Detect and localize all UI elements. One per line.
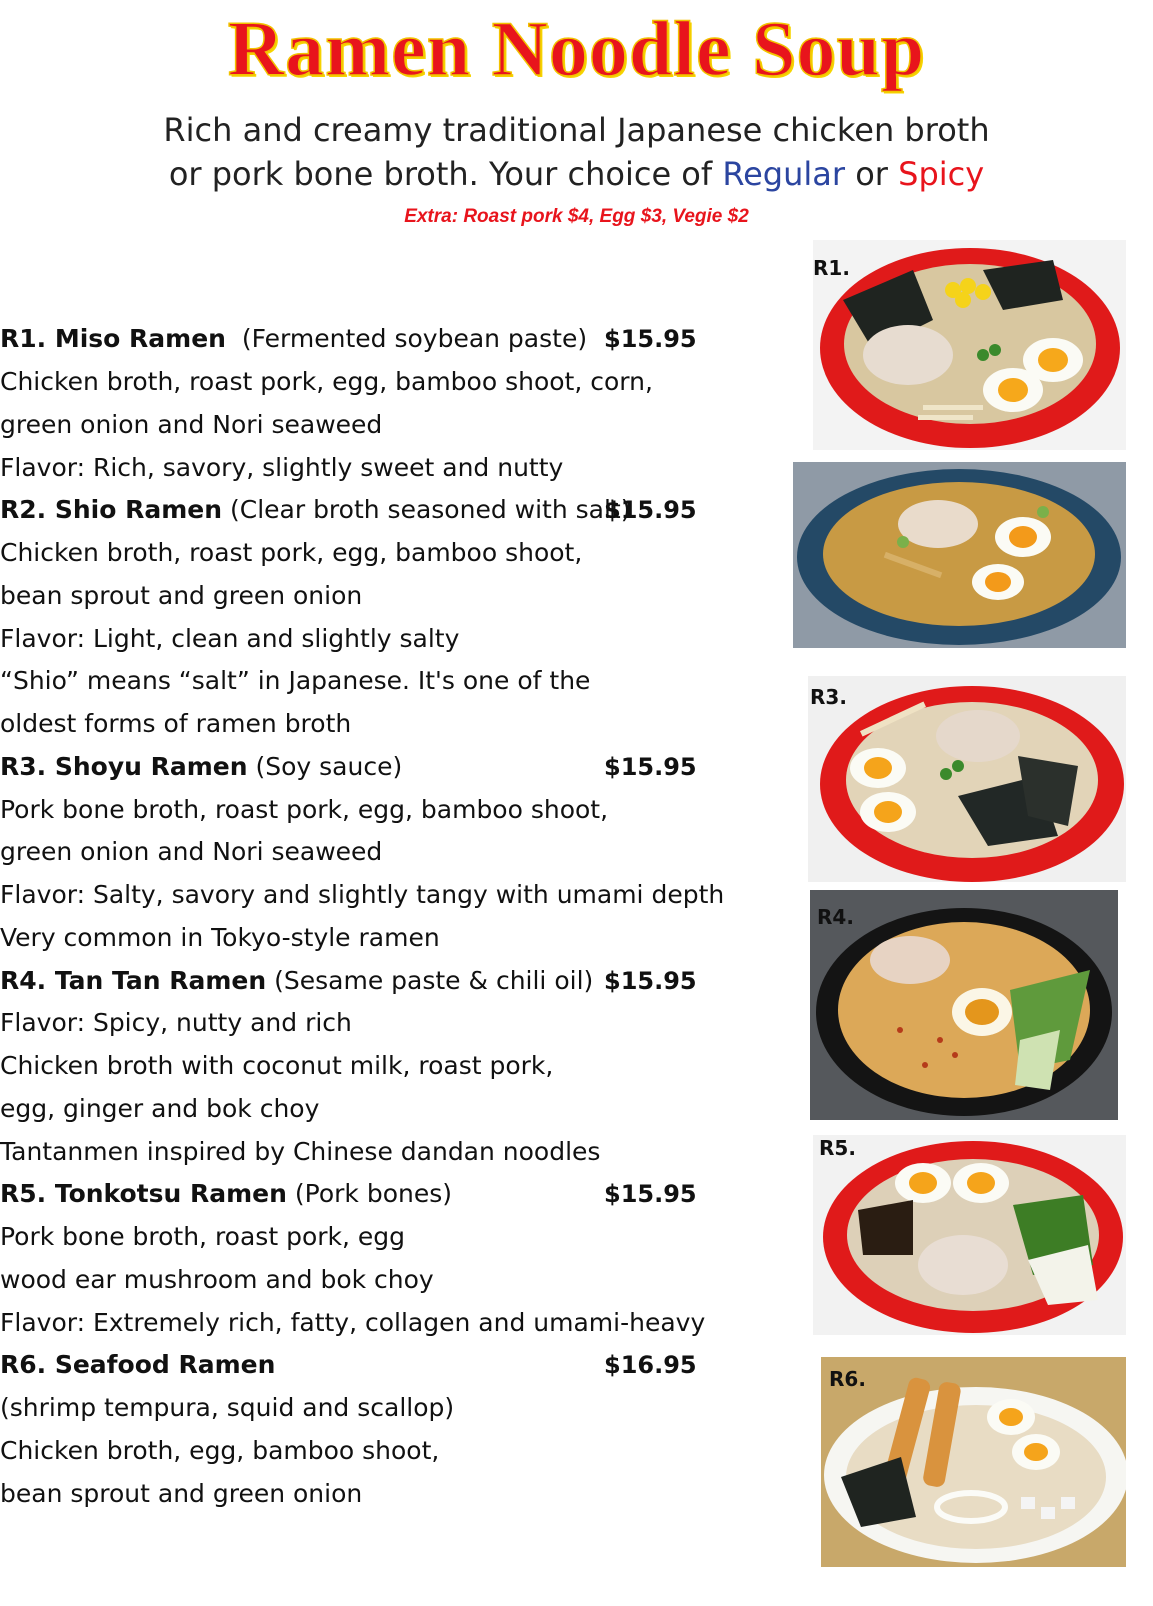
item-line: green onion and Nori seaweed [0, 837, 383, 866]
item-heading [0, 492, 700, 528]
item-line: Chicken broth, egg, bamboo shoot, [0, 1436, 440, 1465]
item-line: Flavor: Extremely rich, fatty, collagen and umami-heavy [0, 1308, 706, 1337]
item-price: $15.95 [604, 967, 697, 995]
item-line: Flavor: Salty, savory and slightly tangy with umami depth [0, 880, 725, 909]
ramen-photo-r4 [810, 890, 1118, 1120]
item-line: green onion and Nori seaweed [0, 410, 383, 439]
option-spicy: Spicy [898, 155, 985, 193]
option-or: or [845, 155, 899, 193]
ramen-photo-r5 [813, 1135, 1126, 1335]
item-heading [0, 963, 700, 999]
ramen-photo-r2 [793, 462, 1126, 648]
item-line: Chicken broth, roast pork, egg, bamboo shoot, corn, [0, 367, 653, 396]
intro-line-1: Rich and creamy traditional Japanese chicken broth [163, 111, 990, 149]
item-price: $15.95 [604, 325, 697, 353]
item-name: R4. Tan Tan Ramen [0, 966, 267, 995]
item-desc: (Fermented soybean paste) [241, 324, 588, 353]
item-heading [0, 1347, 700, 1383]
item-price: $15.95 [604, 753, 697, 781]
item-heading [0, 1176, 700, 1212]
item-name: R6. Seafood Ramen [0, 1350, 276, 1379]
item-name: R5. Tonkotsu Ramen [0, 1179, 287, 1208]
photo-label: R6. [829, 1367, 866, 1391]
ramen-photo-r3 [808, 676, 1126, 882]
photo-label: R1. [813, 256, 850, 280]
intro-line-2 [0, 152, 1153, 196]
photo-label: R5. [819, 1136, 856, 1160]
item-line: “Shio” means “salt” in Japanese. It's one of the [0, 666, 591, 695]
item-line: Very common in Tokyo-style ramen [0, 923, 440, 952]
item-name: R1. Miso Ramen [0, 324, 226, 353]
item-heading [0, 321, 700, 357]
item-heading [0, 749, 700, 785]
item-name: R2. Shio Ramen [0, 495, 223, 524]
item-price: $15.95 [604, 1180, 697, 1208]
item-price: $16.95 [604, 1351, 697, 1379]
photo-label: R3. [810, 685, 847, 709]
item-line: wood ear mushroom and bok choy [0, 1265, 434, 1294]
ramen-photo-r6 [821, 1357, 1126, 1567]
extras-note: Extra: Roast pork $4, Egg $3, Vegie $2 [404, 206, 749, 227]
menu-title: Ramen Noodle Soup [227, 5, 926, 92]
item-line: Chicken broth with coconut milk, roast pork, [0, 1051, 554, 1080]
photo-label: R4. [817, 905, 854, 929]
item-line: Chicken broth, roast pork, egg, bamboo shoot, [0, 538, 583, 567]
intro-line-2-prefix: or pork bone broth. Your choice of [168, 155, 723, 193]
item-line: Pork bone broth, roast pork, egg, bamboo shoot, [0, 795, 609, 824]
item-line: Pork bone broth, roast pork, egg [0, 1222, 406, 1251]
item-line: Tantanmen inspired by Chinese dandan noodles [0, 1137, 601, 1166]
item-line: (shrimp tempura, squid and scallop) [0, 1393, 455, 1422]
item-line: Flavor: Light, clean and slightly salty [0, 624, 460, 653]
item-line: bean sprout and green onion [0, 1479, 363, 1508]
item-desc: (Pork bones) [294, 1179, 453, 1208]
item-desc: (Sesame paste & chili oil) [274, 966, 594, 995]
item-name: R3. Shoyu Ramen [0, 752, 248, 781]
option-regular: Regular [722, 155, 846, 193]
item-line: Flavor: Rich, savory, slightly sweet and nutty [0, 453, 564, 482]
item-desc: (Clear broth seasoned with salt) [229, 495, 631, 524]
item-line: egg, ginger and bok choy [0, 1094, 320, 1123]
item-line: Flavor: Spicy, nutty and rich [0, 1008, 352, 1037]
item-line: bean sprout and green onion [0, 581, 363, 610]
ramen-photo-r1 [813, 240, 1126, 450]
item-line: oldest forms of ramen broth [0, 709, 352, 738]
item-desc: (Soy sauce) [255, 752, 403, 781]
item-price: $15.95 [604, 496, 697, 524]
